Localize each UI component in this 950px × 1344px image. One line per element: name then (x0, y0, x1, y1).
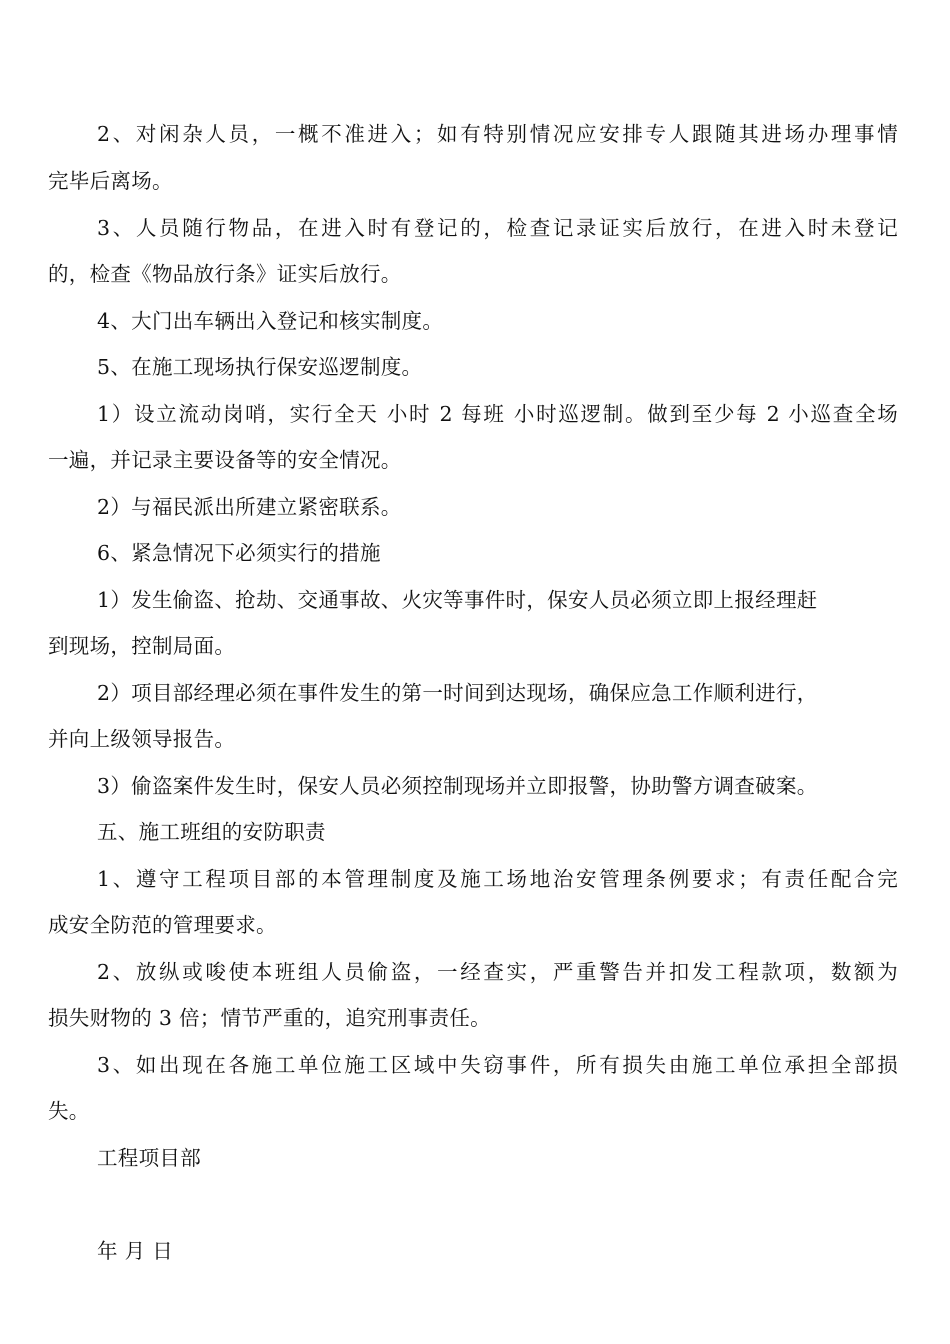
paragraph-line: 的，检查《物品放行条》证实后放行。 (48, 262, 402, 286)
paragraph-line: 成安全防范的管理要求。 (48, 913, 277, 937)
paragraph-line: 2、对闲杂人员，一概不准进入；如有特别情况应安排专人跟随其进场办理事情 (97, 122, 898, 146)
paragraph-line: 并向上级领导报告。 (48, 727, 236, 751)
paragraph-line: 1、遵守工程项目部的本管理制度及施工场地治安管理条例要求；有责任配合完 (97, 867, 898, 891)
paragraph-line: 1）设立流动岗哨，实行全天 小时 2 每班 小时巡逻制。做到至少每 2 小巡查全场 (97, 402, 898, 426)
paragraph-line: 2）与福民派出所建立紧密联系。 (97, 495, 402, 519)
paragraph-line: 损失财物的 3 倍；情节严重的，追究刑事责任。 (48, 1006, 491, 1030)
signature-department: 工程项目部 (97, 1146, 201, 1170)
paragraph-line: 完毕后离场。 (48, 169, 173, 193)
paragraph-line: 1）发生偷盗、抢劫、交通事故、火灾等事件时，保安人员必须立即上报经理赶 (97, 588, 818, 612)
paragraph-line: 一遍，并记录主要设备等的安全情况。 (48, 448, 402, 472)
paragraph-line: 4、大门出车辆出入登记和核实制度。 (97, 309, 444, 333)
paragraph-line: 3、如出现在各施工单位施工区域中失窃事件，所有损失由施工单位承担全部损 (97, 1053, 898, 1077)
section-heading: 五、施工班组的安防职责 (97, 820, 326, 844)
paragraph-line: 2）项目部经理必须在事件发生的第一时间到达现场，确保应急工作顺利进行， (97, 681, 818, 705)
paragraph-line: 到现场，控制局面。 (48, 634, 236, 658)
paragraph-line: 3、人员随行物品，在进入时有登记的，检查记录证实后放行，在进入时未登记 (97, 216, 898, 240)
signature-date: 年 月 日 (97, 1239, 174, 1263)
paragraph-line: 6、紧急情况下必须实行的措施 (97, 541, 381, 565)
paragraph-line: 3）偷盗案件发生时，保安人员必须控制现场并立即报警，协助警方调查破案。 (97, 774, 818, 798)
paragraph-line: 2、放纵或唆使本班组人员偷盗，一经查实，严重警告并扣发工程款项，数额为 (97, 960, 898, 984)
paragraph-line: 5、在施工现场执行保安巡逻制度。 (97, 355, 423, 379)
paragraph-line: 失。 (48, 1099, 90, 1123)
